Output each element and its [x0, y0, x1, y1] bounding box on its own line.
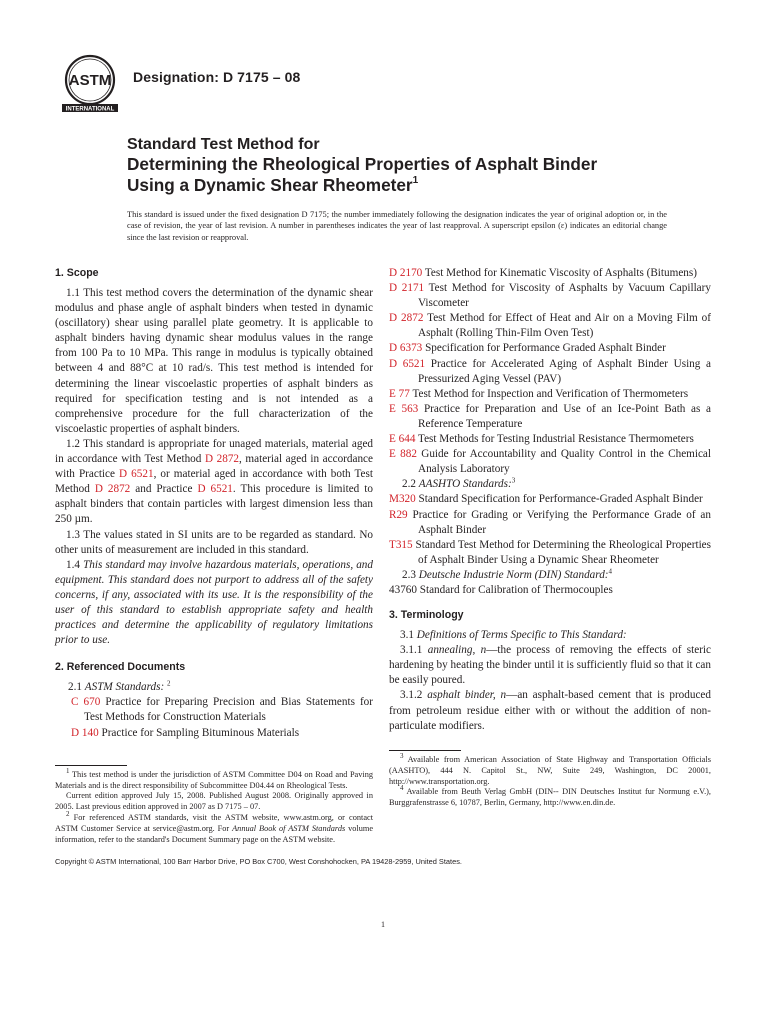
din-standard-label: 2.3 Deutsche Industrie Norm (DIN) Standard:$^4$: [402, 567, 613, 581]
ref-link-e882[interactable]: E 882: [389, 448, 417, 461]
designation-line: Designation: D 7175 – 08: [133, 69, 301, 85]
standard-notice: This standard is issued under the fixed designation D 7175; the number immediately following the designation indicates the year of original adoption or, in the case of revision, the year of last revision. A number in parentheses indicates the year of last reapproval. A superscript epsilon (ε) indicates an editorial change since the last revision or reapproval.: [127, 210, 667, 242]
ref-item-43760: 43760 Standard for Calibration of Thermocouples: [389, 583, 613, 596]
footnote-1-edition: Current edition approved July 15, 2008. Published August 2008. Originally approved in 2005. Last previous edition approved in 2007 as D 7175 – 07.: [55, 791, 373, 812]
ref-link-d6521-2[interactable]: D 6521: [197, 483, 233, 496]
ref-item-e882: E 882 Guide for Accountability and Quality Control in the Chemical Analysis Laboratory: [389, 448, 712, 476]
ref-link-e644[interactable]: E 644: [389, 433, 416, 446]
ref-item-e77: E 77 Test Method for Inspection and Verification of Thermometers: [389, 387, 689, 400]
paragraph-1-2: 1.2 This standard is appropriate for unaged materials, material aged in accordance with Test Method D 2872, material aged in accordance with Practice D 6521, or material aged in accordance with both Test Method D 2872 and Practice D 6521. This procedure is limited to asphalt binders that contain particles with largest dimension less than 250 µm.: [55, 437, 373, 526]
paragraph-1-4: 1.4 This standard may involve hazardous materials, operations, and equipment. This standard does not purport to address all of the safety concerns, if any, associated with its use. It is the responsibility of the user of this standard to establish appropriate safety and health practices and determine the applicability of regulatory limitations prior to use.: [55, 558, 373, 647]
ref-item-d6373: D 6373 Specification for Performance Graded Asphalt Binder: [389, 342, 666, 355]
title-footnote-mark: 1: [412, 175, 419, 187]
ref-link-d140[interactable]: D 140: [71, 726, 99, 739]
ref-item-d2170: D 2170 Test Method for Kinematic Viscosity of Asphalts (Bitumens): [389, 267, 697, 279]
footnote-3: $^3$ Available from American Association of State Highway and Transportation Officials (AASHTO), 444 N. Capitol St., NW, Suite 249, Washington, DC 20001, http://www.transportation.org.: [389, 751, 711, 786]
footnote-1: $^1$ This test method is under the jurisdiction of ASTM Committee D04 on Road and Paving Materials and is the direct responsibility of Subcommittee D04.44 on Rheological Tests.: [55, 766, 373, 790]
ref-link-d6521[interactable]: D 6521: [119, 468, 154, 481]
ref-item-d2171: D 2171 Test Method for Viscosity of Asphalts by Vacuum Capillary Viscometer: [389, 282, 711, 310]
right-column: [389, 266, 711, 809]
ref-link-m320[interactable]: M320: [389, 493, 416, 506]
paragraph-3-1: 3.1 Definitions of Terms Specific to This Standard:: [400, 629, 627, 642]
title-line-2: Determining the Rheological Properties of Asphalt Binder: [127, 154, 598, 174]
ref-link-d2872[interactable]: D 2872: [204, 453, 240, 466]
footnote-4: $^4$ Available from Beuth Verlag GmbH (DIN-- DIN Deutsches Institut fur Normung e.V.), Burggrafenstrasse 6, 10787, Berlin, Germany, http://www.en.din.de.: [389, 784, 711, 808]
ref-link-c670[interactable]: C 670: [71, 696, 101, 709]
left-column: [55, 266, 373, 846]
paragraph-1-3: 1.3 The values stated in SI units are to be regarded as standard. No other units of measurement are included in this standard.: [55, 528, 373, 556]
ref-link-e77[interactable]: E 77: [389, 387, 410, 400]
ref-link-d2171[interactable]: D 2171: [389, 282, 425, 295]
copyright-footer: Copyright © ASTM International, 100 Barr Harbor Drive, PO Box C700, West Conshohocken, PA 19428-2959, United States.: [55, 857, 462, 866]
ref-item-e563: E 563 Practice for Preparation and Use of an Ice-Point Bath as a Reference Temperature: [389, 402, 711, 430]
ref-item-d6521: D 6521 Practice for Accelerated Aging of Asphalt Binder Using a Pressurized Aging Vessel (PAV): [389, 357, 711, 385]
ref-item-e644: E 644 Test Methods for Testing Industrial Resistance Thermometers: [389, 433, 694, 446]
ref-item-t315: T315 Standard Test Method for Determining the Rheological Properties of Asphalt Binder Using a Dynamic Shear Rheometer: [389, 538, 711, 566]
ref-link-d6373[interactable]: D 6373: [389, 342, 423, 355]
logo-international-text: INTERNATIONAL: [65, 106, 115, 113]
section-heading-referenced-documents: 2. Referenced Documents: [55, 661, 186, 674]
ref-link-d2872-right[interactable]: D 2872: [389, 312, 424, 325]
title-line-3: Using a Dynamic Shear Rheometer$^1$: [127, 175, 419, 195]
page-number: 1: [381, 920, 385, 929]
document-title: [127, 135, 687, 196]
ref-link-d6521-right[interactable]: D 6521: [389, 357, 426, 370]
title-line-1: Standard Test Method for: [127, 136, 320, 153]
ref-link-t315[interactable]: T315: [389, 538, 413, 551]
logo-astm-text: ASTM: [68, 72, 112, 89]
ref-link-d2872-2[interactable]: D 2872: [94, 483, 131, 496]
ref-link-d2170[interactable]: D 2170: [389, 267, 423, 279]
ref-link-r29[interactable]: R29: [389, 508, 408, 521]
ref-item-c670: C 670 Practice for Preparing Precision and Bias Statements for Test Methods for Construction Materials: [71, 696, 374, 724]
footnote-2: $^2$ For referenced ASTM standards, visit the ASTM website, www.astm.org, or contact ASTM Customer Service at service@astm.org. For Annual Book of ASTM Standards volume information, refer to the standard's Document Summary page on the ASTM website.: [55, 810, 374, 845]
ref-item-r29: R29 Practice for Grading or Verifying the Performance Grade of an Asphalt Binder: [389, 508, 711, 536]
ref-link-e563[interactable]: E 563: [389, 402, 419, 415]
paragraph-3-1-2: 3.1.2 asphalt binder, n—an asphalt-based cement that is produced from petroleum residue either with or without the addition of non-particulate modifiers.: [389, 689, 711, 732]
section-heading-terminology: 3. Terminology: [389, 609, 464, 622]
astm-logo-icon: [58, 52, 122, 116]
ref-item-d2872: D 2872 Test Method for Effect of Heat and Air on a Moving Film of Asphalt (Rolling Thin-Film Oven Test): [389, 312, 711, 340]
ref-item-m320: M320 Standard Specification for Performance-Graded Asphalt Binder: [389, 493, 703, 506]
astm-standards-label: 2.1 ASTM Standards: $^2$: [68, 679, 171, 694]
footnote-divider: [55, 765, 127, 766]
section-heading-scope: 1. Scope: [55, 267, 99, 279]
paragraph-3-1-1: 3.1.1 annealing, n—the process of removing the effects of steric hardening by heating the binder until it is sufficiently fluid so that it can be easily poured.: [389, 644, 711, 687]
ref-item-d140: D 140 Practice for Sampling Bituminous Materials: [71, 726, 300, 739]
paragraph-1-1: 1.1 This test method covers the determination of the dynamic shear modulus and phase angle of asphalt binders when tested in dynamic (oscillatory) shear using parallel plate geometry. It is applicable to asphalt binders having dynamic shear modulus values in the range from 100 Pa to 10 MPa. This range in modulus is typically obtained between 4 and 88°C at 10 rad/s. This test method is intended for determining the linear viscoelastic properties of asphalt binders as required for specification testing and is not intended as a comprehensive procedure for the full characterization of the viscoelastic properties of asphalt binders.: [55, 287, 373, 435]
aashto-standards-label: 2.2 AASHTO Standards:$^3$: [402, 476, 516, 491]
footnote-divider-right: [389, 750, 461, 751]
